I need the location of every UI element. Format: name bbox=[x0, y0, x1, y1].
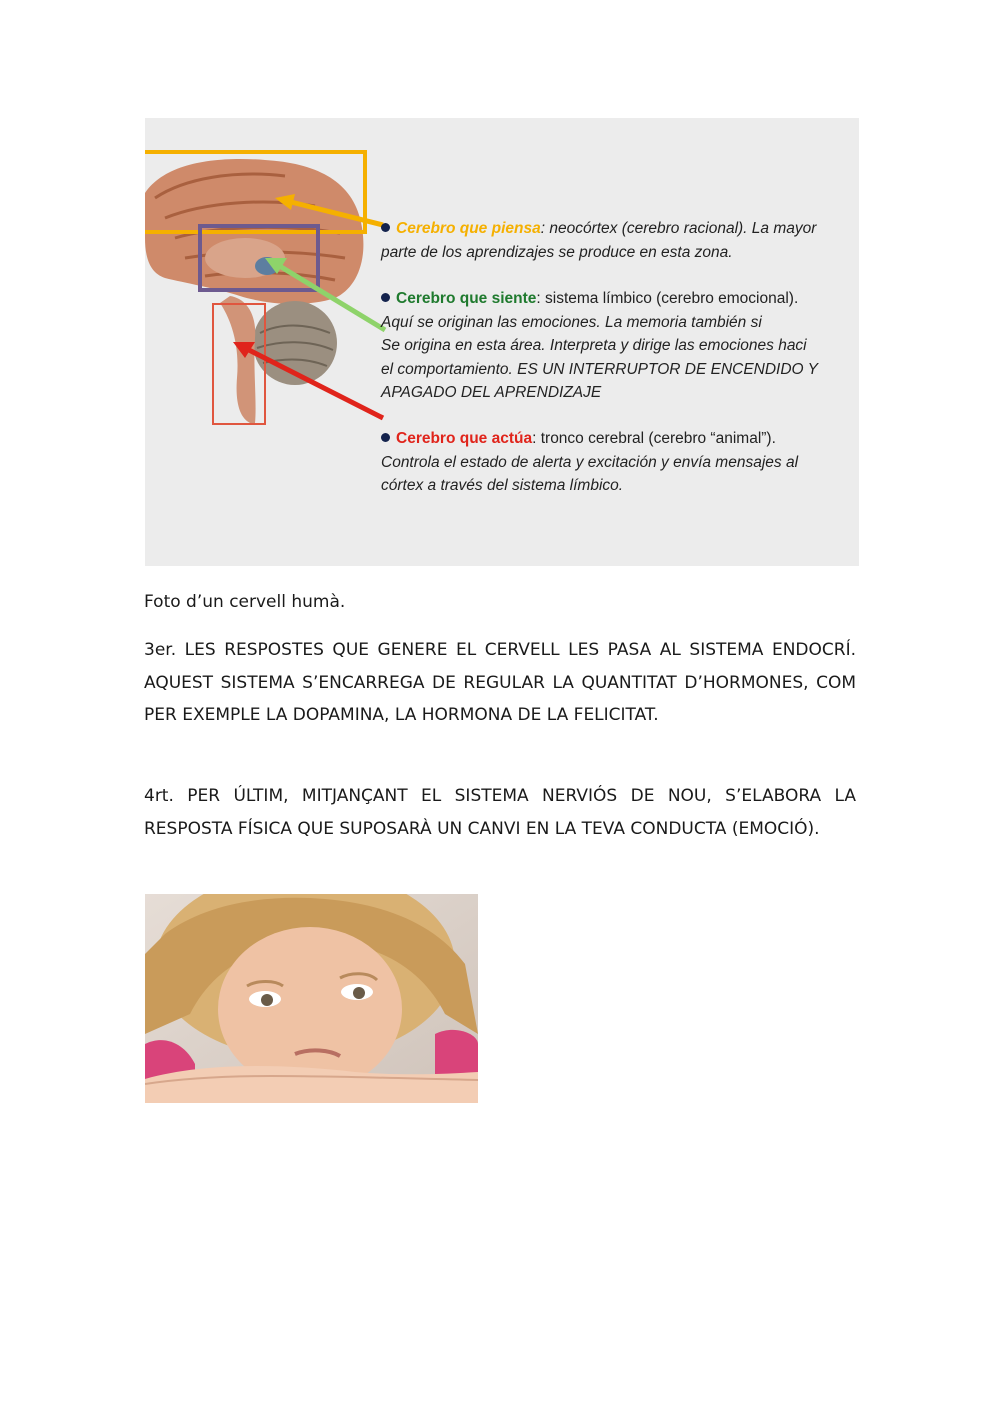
figure-caption: Foto d’un cervell humà. bbox=[144, 592, 346, 612]
girl-illustration bbox=[145, 894, 478, 1103]
bullet-icon bbox=[381, 293, 390, 302]
brain-label-2: Cerebro que siente bbox=[396, 290, 537, 307]
brain-text-block-1 bbox=[381, 217, 816, 264]
brain-line-1-text: : neocórtex (cerebro racional). La mayor bbox=[540, 220, 817, 237]
brain-line-2-cont-1: Aquí se originan las emociones. La memoria también si bbox=[381, 313, 762, 331]
brain-figure bbox=[145, 118, 859, 566]
brain-text-block-3 bbox=[381, 427, 798, 498]
bullet-icon bbox=[381, 433, 390, 442]
brain-line-2-cont-4: APAGADO DEL APRENDIZAJE bbox=[381, 384, 602, 401]
brain-line-1-cont: parte de los aprendizajes se produce en esta zona. bbox=[381, 243, 733, 261]
bullet-icon bbox=[381, 223, 390, 232]
girl-photo bbox=[145, 894, 478, 1103]
brain-line-1 bbox=[381, 217, 816, 241]
brain-line-2-text: : sistema límbico (cerebro emocional). bbox=[536, 290, 799, 307]
brain-label-1: Cerebro que piensa bbox=[396, 220, 541, 237]
brain-label-3: Cerebro que actúa bbox=[396, 430, 533, 447]
brain-line-2-cont-2: Se origina en esta área. Interpreta y dirige las emociones haci bbox=[381, 337, 807, 354]
brain-line-3-cont-2: córtex a través del sistema límbico. bbox=[381, 477, 624, 494]
paragraph-3: 3er. LES RESPOSTES QUE GENERE EL CERVELL LES PASA AL SISTEMA ENDOCRÍ. AQUEST SISTEMA S’ENCARREGA DE REGULAR LA QUANTITAT D’HORMONES, COM PER EXEMPLE LA DOPAMINA, LA HORMONA DE LA FELICITAT. bbox=[144, 640, 856, 725]
brain-line-2-cont-3: el comportamiento. ES UN INTERRUPTOR DE ENCENDIDO Y bbox=[381, 360, 818, 378]
brain-line-3 bbox=[381, 427, 798, 451]
brain-line-2 bbox=[381, 287, 818, 311]
brain-line-3-text: : tronco cerebral (cerebro “animal”). bbox=[532, 430, 776, 447]
brain-line-3-cont-1: Controla el estado de alerta y excitación y envía mensajes al bbox=[381, 453, 799, 471]
brain-text-block-2 bbox=[381, 287, 818, 405]
paragraph-4: 4rt. PER ÚLTIM, MITJANÇANT EL SISTEMA NERVIÓS DE NOU, S’ELABORA LA RESPOSTA FÍSICA QUE SUPOSARÀ UN CANVI EN LA TEVA CONDUCTA (EMOCIÓ). bbox=[144, 786, 856, 839]
